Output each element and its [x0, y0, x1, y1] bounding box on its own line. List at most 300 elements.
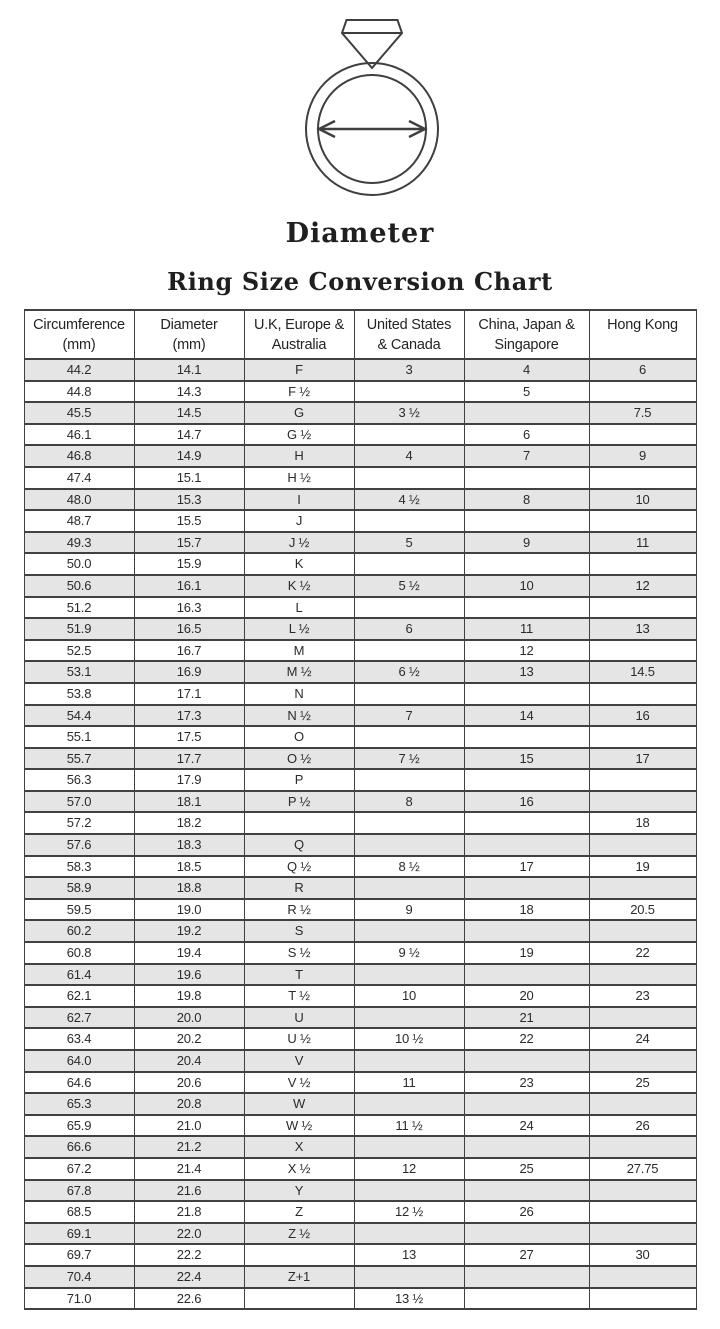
table-cell: [464, 812, 589, 834]
table-cell: 17: [464, 856, 589, 878]
table-cell: X ½: [244, 1158, 354, 1180]
table-cell: 48.7: [24, 510, 134, 532]
table-cell: 17: [589, 748, 696, 770]
table-cell: 6: [589, 359, 696, 381]
table-row: [24, 942, 696, 964]
table-cell: 19.4: [134, 942, 244, 964]
table-cell: [464, 834, 589, 856]
table-cell: 60.8: [24, 942, 134, 964]
table-cell: [354, 597, 464, 619]
table-cell: [244, 812, 354, 834]
table-cell: [464, 1288, 589, 1310]
table-cell: 22: [464, 1028, 589, 1050]
table-row: [24, 553, 696, 575]
table-cell: 16.1: [134, 575, 244, 597]
table-cell: 20.5: [589, 899, 696, 921]
table-cell: [589, 1288, 696, 1310]
table-cell: [589, 834, 696, 856]
table-cell: 12: [354, 1158, 464, 1180]
table-row: [24, 467, 696, 489]
table-cell: 10: [354, 985, 464, 1007]
table-row: [24, 769, 696, 791]
table-cell: 58.3: [24, 856, 134, 878]
table-cell: 7 ½: [354, 748, 464, 770]
table-cell: 51.9: [24, 618, 134, 640]
table-cell: 18.2: [134, 812, 244, 834]
table-cell: 14.1: [134, 359, 244, 381]
table-cell: [354, 1180, 464, 1202]
table-cell: 63.4: [24, 1028, 134, 1050]
table-cell: [464, 553, 589, 575]
header-cell-6: Hong Kong: [589, 310, 696, 359]
table-cell: [354, 1007, 464, 1029]
table-row: [24, 402, 696, 424]
table-cell: 18.8: [134, 877, 244, 899]
table-cell: O: [244, 726, 354, 748]
table-cell: [354, 1093, 464, 1115]
table-cell: 19.0: [134, 899, 244, 921]
table-row: [24, 1050, 696, 1072]
table-row: [24, 1007, 696, 1029]
table-cell: Q ½: [244, 856, 354, 878]
table-cell: [589, 1180, 696, 1202]
table-row: [24, 1201, 696, 1223]
table-cell: 14: [464, 705, 589, 727]
header-cell-3: U.K, Europe & Australia: [244, 310, 354, 359]
table-cell: 45.5: [24, 402, 134, 424]
table-cell: [589, 791, 696, 813]
table-cell: 46.8: [24, 445, 134, 467]
table-row: [24, 1180, 696, 1202]
table-row: [24, 359, 696, 381]
table-cell: N ½: [244, 705, 354, 727]
table-cell: M ½: [244, 661, 354, 683]
table-row: [24, 1093, 696, 1115]
table-cell: 14.3: [134, 381, 244, 403]
table-cell: 12: [464, 640, 589, 662]
header-cell-2: Diameter (mm): [134, 310, 244, 359]
table-cell: 14.5: [589, 661, 696, 683]
table-cell: V ½: [244, 1072, 354, 1094]
table-row: [24, 575, 696, 597]
table-cell: 15.1: [134, 467, 244, 489]
table-cell: 10: [589, 489, 696, 511]
table-cell: 21.2: [134, 1136, 244, 1158]
table-cell: [464, 920, 589, 942]
table-cell: 25: [464, 1158, 589, 1180]
table-cell: R ½: [244, 899, 354, 921]
table-cell: [354, 812, 464, 834]
table-cell: [354, 640, 464, 662]
table-cell: P ½: [244, 791, 354, 813]
table-cell: 21.0: [134, 1115, 244, 1137]
table-cell: L ½: [244, 618, 354, 640]
table-row: [24, 964, 696, 986]
table-row: [24, 661, 696, 683]
table-cell: 44.2: [24, 359, 134, 381]
table-cell: [589, 769, 696, 791]
table-cell: [589, 877, 696, 899]
table-cell: R: [244, 877, 354, 899]
table-cell: F: [244, 359, 354, 381]
table-cell: [354, 683, 464, 705]
table-cell: Z: [244, 1201, 354, 1223]
table-cell: 23: [589, 985, 696, 1007]
table-cell: [354, 553, 464, 575]
table-cell: 62.7: [24, 1007, 134, 1029]
table-cell: 22: [589, 942, 696, 964]
table-cell: 9: [589, 445, 696, 467]
table-row: [24, 597, 696, 619]
table-cell: 51.2: [24, 597, 134, 619]
table-cell: 55.7: [24, 748, 134, 770]
table-cell: 13: [354, 1244, 464, 1266]
table-cell: M: [244, 640, 354, 662]
table-cell: 46.1: [24, 424, 134, 446]
table-cell: P: [244, 769, 354, 791]
table-cell: 19.2: [134, 920, 244, 942]
table-cell: H: [244, 445, 354, 467]
table-cell: 13: [464, 661, 589, 683]
table-cell: 20.4: [134, 1050, 244, 1072]
table-header-row: [24, 310, 696, 359]
table-row: [24, 791, 696, 813]
table-cell: 5 ½: [354, 575, 464, 597]
table-cell: [354, 467, 464, 489]
table-cell: 18.1: [134, 791, 244, 813]
table-cell: 20.0: [134, 1007, 244, 1029]
table-cell: 9: [464, 532, 589, 554]
table-cell: 16: [589, 705, 696, 727]
table-cell: 21.8: [134, 1201, 244, 1223]
diameter-arrow-icon: [319, 121, 425, 137]
table-cell: 10 ½: [354, 1028, 464, 1050]
diamond-icon: [342, 20, 402, 68]
table-cell: 56.3: [24, 769, 134, 791]
table-cell: 5: [354, 532, 464, 554]
table-cell: S: [244, 920, 354, 942]
table-cell: [464, 467, 589, 489]
table-cell: 53.1: [24, 661, 134, 683]
table-cell: 18.5: [134, 856, 244, 878]
table-cell: 22.0: [134, 1223, 244, 1245]
table-cell: 16: [464, 791, 589, 813]
table-cell: [464, 1180, 589, 1202]
table-cell: 27: [464, 1244, 589, 1266]
table-cell: 11: [589, 532, 696, 554]
table-cell: W ½: [244, 1115, 354, 1137]
table-cell: 17.9: [134, 769, 244, 791]
table-cell: Z+1: [244, 1266, 354, 1288]
table-cell: 18: [589, 812, 696, 834]
table-cell: [464, 726, 589, 748]
table-cell: 52.5: [24, 640, 134, 662]
table-cell: W: [244, 1093, 354, 1115]
table-cell: [354, 920, 464, 942]
table-cell: 7: [354, 705, 464, 727]
table-cell: 24: [589, 1028, 696, 1050]
table-row: [24, 489, 696, 511]
table-row: [24, 812, 696, 834]
table-cell: [354, 769, 464, 791]
table-cell: [589, 1266, 696, 1288]
table-cell: [589, 1201, 696, 1223]
table-cell: 48.0: [24, 489, 134, 511]
table-cell: O ½: [244, 748, 354, 770]
header-cell-5: China, Japan & Singapore: [464, 310, 589, 359]
table-cell: 19.6: [134, 964, 244, 986]
table-cell: V: [244, 1050, 354, 1072]
table-cell: H ½: [244, 467, 354, 489]
table-row: [24, 1028, 696, 1050]
table-cell: 3 ½: [354, 402, 464, 424]
table-cell: 69.1: [24, 1223, 134, 1245]
table-row: [24, 510, 696, 532]
header-cell-1: Circumference (mm): [24, 310, 134, 359]
table-cell: 17.1: [134, 683, 244, 705]
table-cell: 17.3: [134, 705, 244, 727]
table-cell: [464, 1136, 589, 1158]
table-cell: 60.2: [24, 920, 134, 942]
table-cell: 12: [589, 575, 696, 597]
table-cell: 14.9: [134, 445, 244, 467]
table-cell: [589, 467, 696, 489]
table-cell: 55.1: [24, 726, 134, 748]
table-cell: 19: [464, 942, 589, 964]
table-cell: 20.8: [134, 1093, 244, 1115]
table-cell: 6: [464, 424, 589, 446]
table-cell: 57.0: [24, 791, 134, 813]
table-cell: [464, 964, 589, 986]
table-cell: [464, 1266, 589, 1288]
table-cell: 65.9: [24, 1115, 134, 1137]
table-row: [24, 445, 696, 467]
table-cell: [354, 877, 464, 899]
table-cell: [589, 1093, 696, 1115]
table-row: [24, 1072, 696, 1094]
table-cell: [464, 683, 589, 705]
table-cell: [464, 769, 589, 791]
table-cell: 3: [354, 359, 464, 381]
table-cell: 26: [589, 1115, 696, 1137]
table-cell: 16.5: [134, 618, 244, 640]
table-cell: 16.7: [134, 640, 244, 662]
table-cell: [464, 1050, 589, 1072]
table-row: [24, 1115, 696, 1137]
table-cell: 25: [589, 1072, 696, 1094]
table-cell: U ½: [244, 1028, 354, 1050]
table-cell: 17.7: [134, 748, 244, 770]
table-cell: 12 ½: [354, 1201, 464, 1223]
ring-illustration: [0, 0, 720, 202]
table-cell: 57.6: [24, 834, 134, 856]
table-cell: 27.75: [589, 1158, 696, 1180]
table-cell: [589, 1050, 696, 1072]
table-cell: [589, 424, 696, 446]
table-cell: 22.4: [134, 1266, 244, 1288]
table-cell: [354, 834, 464, 856]
table-cell: 18.3: [134, 834, 244, 856]
table-cell: [589, 920, 696, 942]
table-row: [24, 1288, 696, 1310]
table-row: [24, 705, 696, 727]
table-cell: Q: [244, 834, 354, 856]
table-cell: 6 ½: [354, 661, 464, 683]
table-cell: 26: [464, 1201, 589, 1223]
table-cell: 15.9: [134, 553, 244, 575]
table-cell: 18: [464, 899, 589, 921]
table-cell: [354, 424, 464, 446]
table-row: [24, 726, 696, 748]
table-cell: 14.5: [134, 402, 244, 424]
table-cell: 4 ½: [354, 489, 464, 511]
table-cell: S ½: [244, 942, 354, 964]
table-cell: N: [244, 683, 354, 705]
table-cell: 8 ½: [354, 856, 464, 878]
table-row: [24, 683, 696, 705]
table-cell: 6: [354, 618, 464, 640]
table-cell: G: [244, 402, 354, 424]
table-cell: X: [244, 1136, 354, 1158]
page-title: Ring Size Conversion Chart: [167, 267, 553, 296]
table-cell: T ½: [244, 985, 354, 1007]
table-row: [24, 1244, 696, 1266]
table-cell: 15.7: [134, 532, 244, 554]
table-cell: 67.2: [24, 1158, 134, 1180]
table-cell: I: [244, 489, 354, 511]
table-cell: 22.6: [134, 1288, 244, 1310]
table-row: [24, 899, 696, 921]
table-cell: 65.3: [24, 1093, 134, 1115]
table-row: [24, 1266, 696, 1288]
ring-icon: [260, 12, 485, 202]
table-cell: 15: [464, 748, 589, 770]
table-cell: [464, 402, 589, 424]
table-cell: 59.5: [24, 899, 134, 921]
table-cell: [589, 510, 696, 532]
table-cell: 15.3: [134, 489, 244, 511]
table-row: [24, 877, 696, 899]
table-row: [24, 640, 696, 662]
table-cell: 10: [464, 575, 589, 597]
table-cell: [354, 510, 464, 532]
table-cell: K: [244, 553, 354, 575]
table-cell: 11: [464, 618, 589, 640]
table-cell: 47.4: [24, 467, 134, 489]
table-cell: G ½: [244, 424, 354, 446]
table-row: [24, 424, 696, 446]
table-cell: 7: [464, 445, 589, 467]
table-cell: 5: [464, 381, 589, 403]
table-cell: 69.7: [24, 1244, 134, 1266]
table-cell: 14.7: [134, 424, 244, 446]
table-cell: 57.2: [24, 812, 134, 834]
table-cell: 4: [354, 445, 464, 467]
table-row: [24, 985, 696, 1007]
table-cell: [589, 640, 696, 662]
table-cell: 71.0: [24, 1288, 134, 1310]
table-cell: [354, 1266, 464, 1288]
table-cell: F ½: [244, 381, 354, 403]
table-cell: [589, 1223, 696, 1245]
table-cell: 8: [354, 791, 464, 813]
table-cell: [354, 964, 464, 986]
table-cell: T: [244, 964, 354, 986]
table-cell: 8: [464, 489, 589, 511]
table-cell: 64.6: [24, 1072, 134, 1094]
table-cell: 9: [354, 899, 464, 921]
table-cell: 70.4: [24, 1266, 134, 1288]
diameter-label: Diameter: [285, 218, 435, 249]
table-cell: 19: [589, 856, 696, 878]
table-row: [24, 532, 696, 554]
table-cell: [589, 597, 696, 619]
table-cell: 7.5: [589, 402, 696, 424]
table-cell: [589, 964, 696, 986]
table-cell: 20.6: [134, 1072, 244, 1094]
table-row: [24, 834, 696, 856]
table-cell: 19.8: [134, 985, 244, 1007]
table-cell: 58.9: [24, 877, 134, 899]
table-cell: 53.8: [24, 683, 134, 705]
table-cell: J: [244, 510, 354, 532]
table-cell: 61.4: [24, 964, 134, 986]
table-cell: [244, 1244, 354, 1266]
table-row: [24, 1223, 696, 1245]
table-cell: 50.0: [24, 553, 134, 575]
table-cell: 13: [589, 618, 696, 640]
table-cell: 17.5: [134, 726, 244, 748]
table-cell: 16.3: [134, 597, 244, 619]
table-row: [24, 1158, 696, 1180]
table-cell: 44.8: [24, 381, 134, 403]
table-row: [24, 381, 696, 403]
table-cell: 16.9: [134, 661, 244, 683]
table-cell: 20: [464, 985, 589, 1007]
table-row: [24, 856, 696, 878]
table-row: [24, 920, 696, 942]
table-cell: 30: [589, 1244, 696, 1266]
table-cell: 68.5: [24, 1201, 134, 1223]
table-row: [24, 1136, 696, 1158]
table-cell: Y: [244, 1180, 354, 1202]
header-cell-4: United States & Canada: [354, 310, 464, 359]
table-cell: U: [244, 1007, 354, 1029]
table-cell: [464, 510, 589, 532]
table-cell: 21: [464, 1007, 589, 1029]
table-cell: 15.5: [134, 510, 244, 532]
table-cell: 13 ½: [354, 1288, 464, 1310]
table-cell: 66.6: [24, 1136, 134, 1158]
table-cell: 4: [464, 359, 589, 381]
table-cell: [589, 1136, 696, 1158]
table-cell: [589, 1007, 696, 1029]
table-cell: [244, 1288, 354, 1310]
table-cell: [354, 1050, 464, 1072]
table-cell: [589, 726, 696, 748]
conversion-table: [24, 309, 697, 1310]
table-cell: 67.8: [24, 1180, 134, 1202]
table-cell: [464, 597, 589, 619]
table-cell: [464, 1223, 589, 1245]
table-cell: 54.4: [24, 705, 134, 727]
table-row: [24, 618, 696, 640]
table-cell: [589, 553, 696, 575]
table-cell: 22.2: [134, 1244, 244, 1266]
table-cell: 11: [354, 1072, 464, 1094]
table-cell: K ½: [244, 575, 354, 597]
table-cell: 23: [464, 1072, 589, 1094]
